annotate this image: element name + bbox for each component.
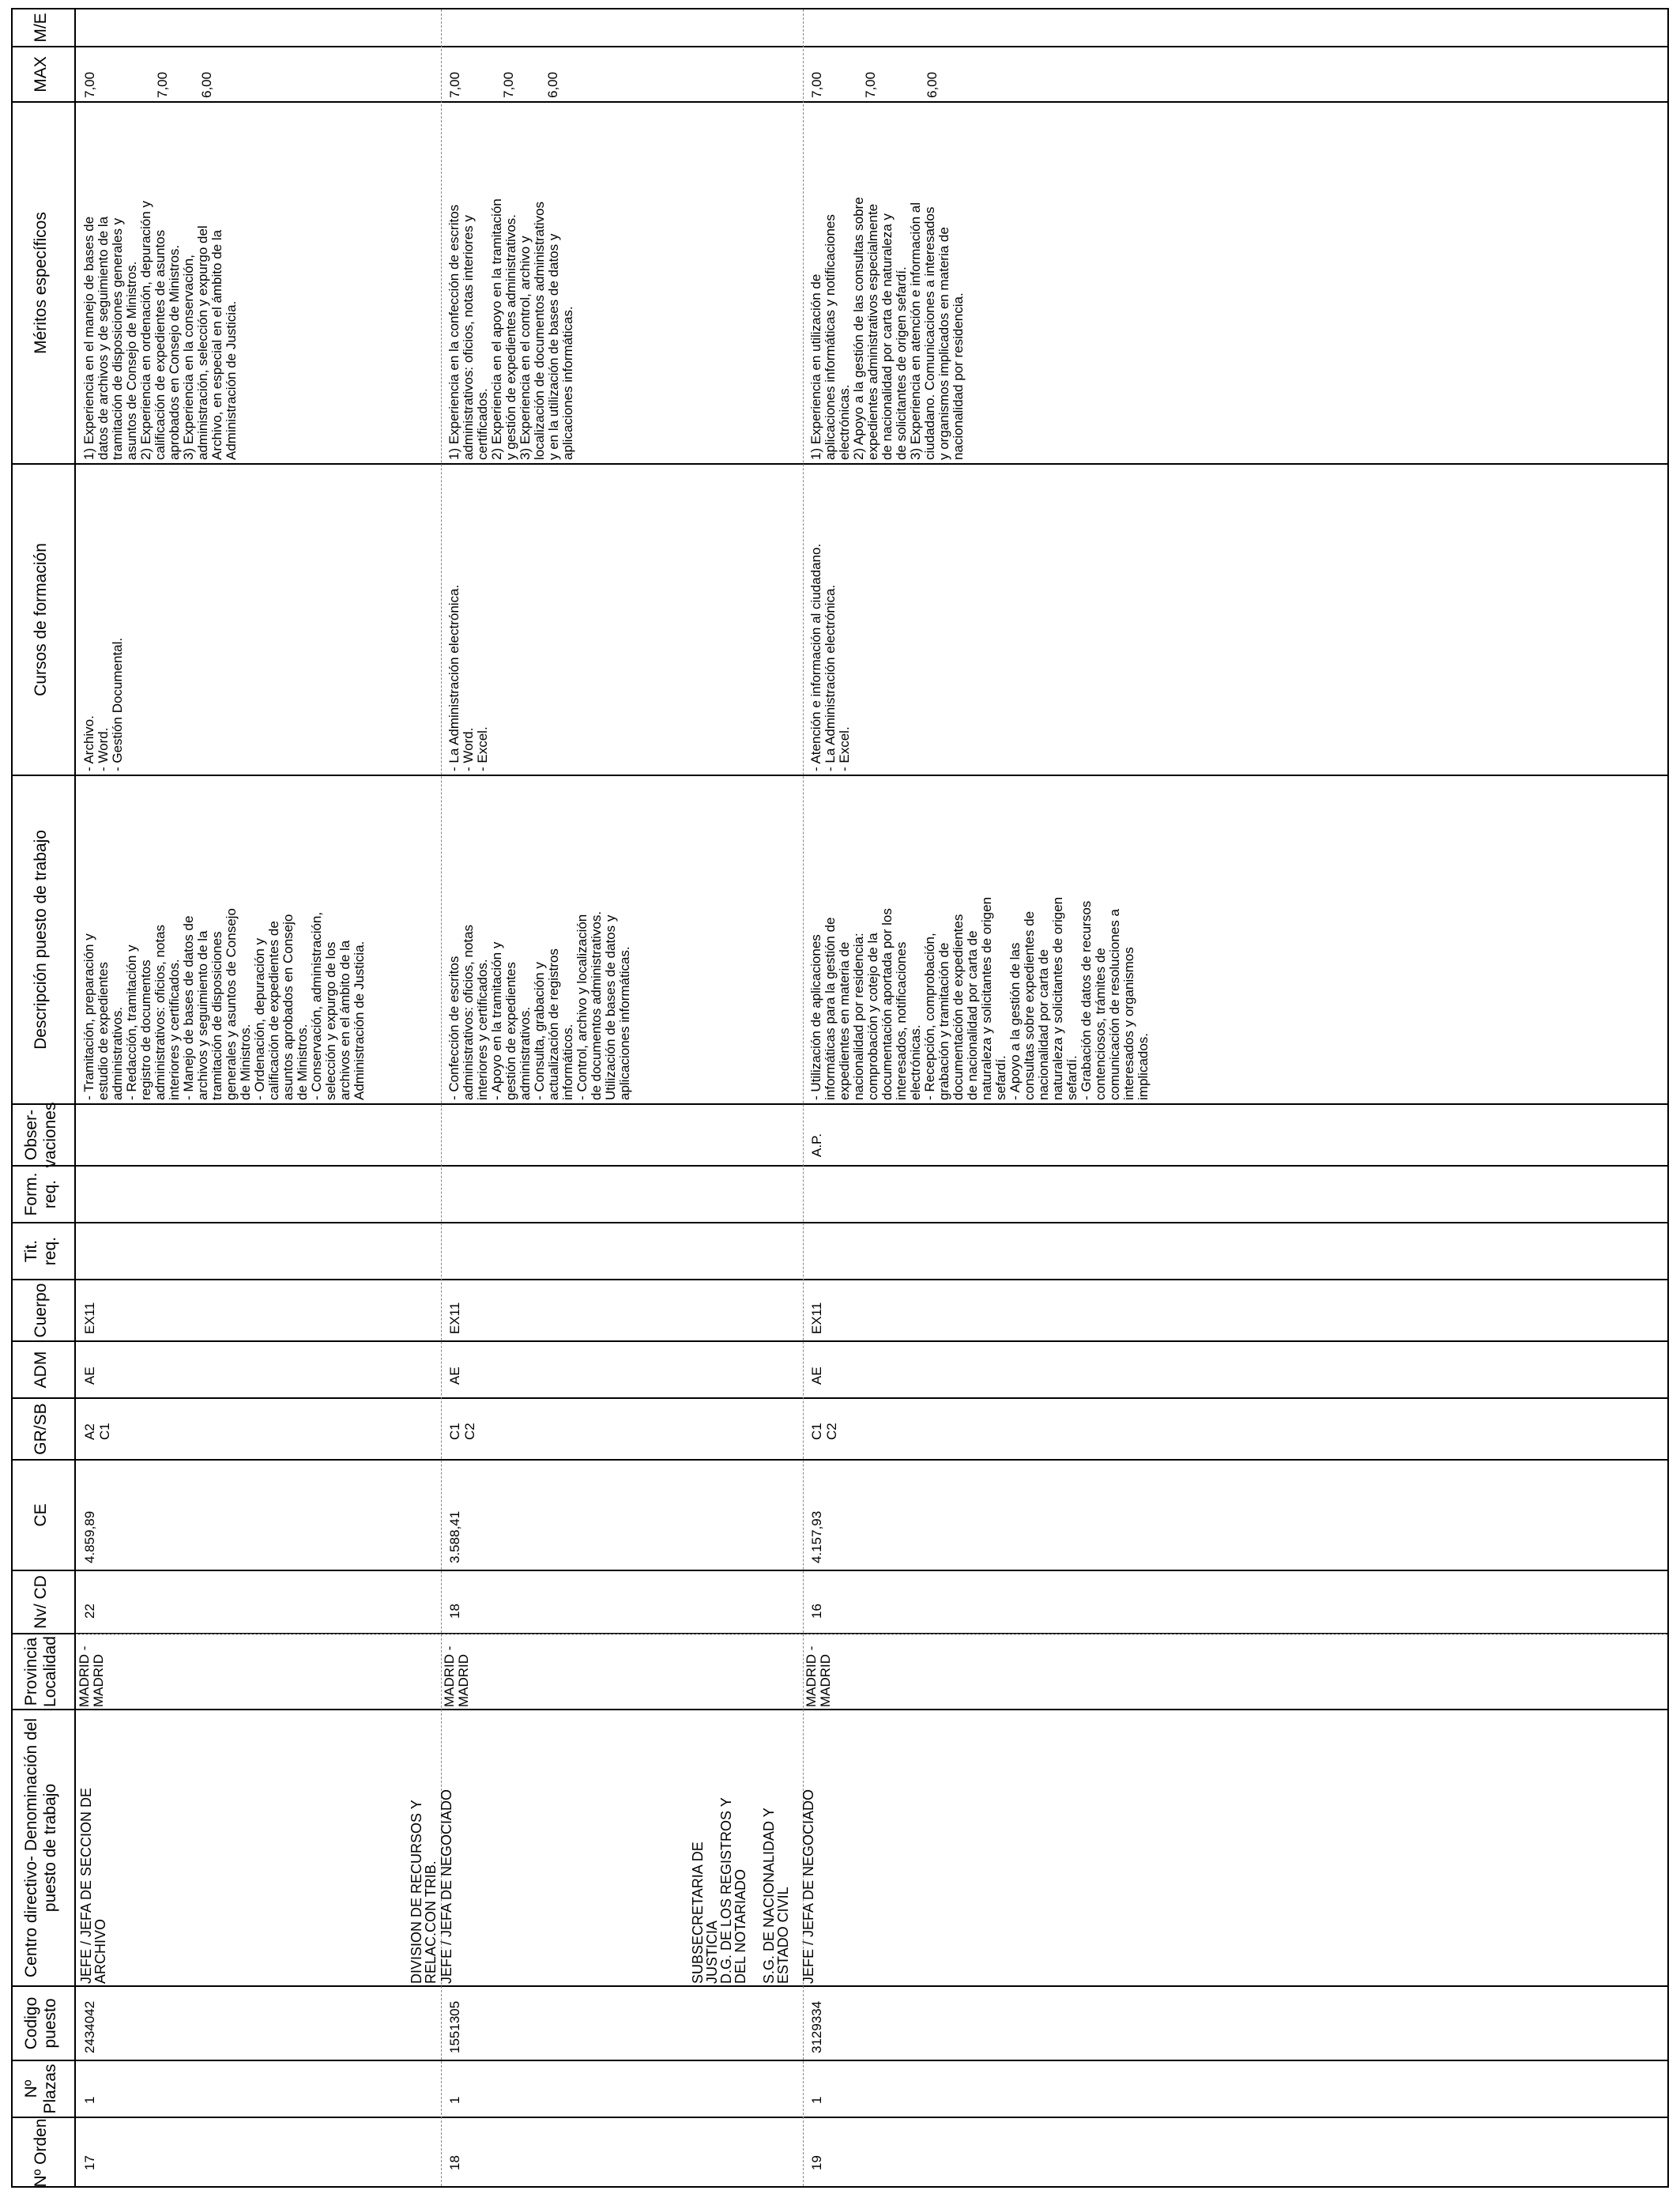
table-row-cuerpo: EX11 xyxy=(447,1302,462,1334)
table-row-max-2: 7,00 xyxy=(863,71,878,98)
table-row-adm: AE xyxy=(809,1367,824,1385)
table-row-adm: AE xyxy=(447,1367,462,1385)
header-divider xyxy=(74,8,76,2188)
table-row-descripcion: - Confección de escritos administrativos: oficios, notas interiores y certificados. - Apoyo en la tramitación y gestión de expedientes administrativos. - Consulta, grabación y actualización de registros informáticos. - Control, archivo y localización de documentos administrativos. Utilización de bases de datos y aplicaciones informáticas. xyxy=(446,910,632,1100)
table-row-grsb: C1 C2 xyxy=(447,1423,477,1440)
table-row-puesto: JEFE / JEFA DE NEGOCIADO xyxy=(800,1789,816,1984)
table-row-codigo: 3129334 xyxy=(809,2000,824,2053)
table-row-nivel: 18 xyxy=(447,1604,462,1619)
col-line xyxy=(11,2117,1669,2118)
header-meritos: Méritos específicos xyxy=(32,212,50,354)
table-row-provincia: MADRID - MADRID xyxy=(442,1646,471,1707)
table-row-max-1: 7,00 xyxy=(809,71,824,98)
table-row-puesto: JEFE / JEFA DE SECCION DE ARCHIVO xyxy=(78,1787,108,1984)
header-cuerpo: Cuerpo xyxy=(32,1283,50,1338)
header-centro: Centro directivo- Denominación del puesto de trabajo xyxy=(22,1718,59,1977)
header-cursos: Cursos de formación xyxy=(32,543,50,696)
table-row-max-1: 7,00 xyxy=(447,71,462,98)
col-line xyxy=(11,1985,1669,1987)
table-row-max-3: 6,00 xyxy=(925,71,940,98)
header-obs: Obser- vaciones xyxy=(22,1102,59,1168)
header-plazas: Nº Plazas xyxy=(22,2064,59,2114)
header-me: M/E xyxy=(32,13,50,43)
col-line xyxy=(11,1279,1669,1280)
table-row-plazas: 1 xyxy=(447,2096,462,2104)
table-row-orden: 19 xyxy=(809,2155,824,2170)
table-row-cursos: - Atención e información al ciudadano. - La Administración electrónica. - Excel. xyxy=(808,543,852,771)
table-row-meritos: 1) Experiencia en utilización de aplicaciones informáticas y notificaciones electrónicas. 2) Apoyo a la gestión de las consultas sobre expedientes administrativos especialmente de nacionalidad por carta de naturaleza y de solicitantes de origen sefardí. 3) Experiencia en atención e información al ciudadano. Comunicaciones a interesados y organismos implicados en materia de nacionalidad por residencia. xyxy=(808,197,966,460)
col-line xyxy=(11,1570,1669,1571)
table-row-obs: A.P. xyxy=(809,1133,824,1157)
table-row-provincia: MADRID - MADRID xyxy=(804,1646,833,1707)
table-row-centro: DIVISION DE RECURSOS Y RELAC.CON TRIB. xyxy=(409,1800,439,1984)
table-row-nivel: 22 xyxy=(82,1604,97,1619)
header-ce: CE xyxy=(32,1503,50,1527)
table-row-max-2: 7,00 xyxy=(501,71,516,98)
table-row-max-2: 7,00 xyxy=(155,71,170,98)
col-line xyxy=(11,1340,1669,1342)
table-row-cursos: - Archivo. - Word. - Gestión Documental. xyxy=(81,637,125,771)
table-row-grsb: A2 C1 xyxy=(82,1423,112,1440)
table-row-descripcion: - Utilización de aplicaciones informáticas para la gestión de expedientes en materia de nacionalidad por residencia: comprobación y cotejo de la documentación aportada por los interesados, notificaciones electrónicas. - Recepción, comprobación, grabación y tramitación de documentación de expedientes de nacionalidad por carta de naturaleza y solicitantes de origen sefardí. - Apoyo a la gestión de las consultas sobre expedientes de nacionalidad por carta de naturaleza y solicitantes de origen sefardí. - Grabación de datos de recursos contenciosos, trámites de comunicación de resoluciones a interesados y organismos implicados. xyxy=(808,896,1151,1100)
header-codigo: Codigo puesto xyxy=(22,1996,59,2050)
table-row-adm: AE xyxy=(82,1367,97,1385)
col-line xyxy=(11,2060,1669,2061)
table-row-provincia: MADRID - MADRID xyxy=(77,1646,106,1707)
table-row-nivel: 16 xyxy=(809,1604,824,1619)
col-line xyxy=(11,1103,1669,1105)
table-row-codigo: 1551305 xyxy=(447,2000,462,2053)
header-max: MAX xyxy=(32,56,50,92)
col-line xyxy=(11,1222,1669,1223)
header-tit: Tit. req. xyxy=(22,1236,59,1266)
table-row-cuerpo: EX11 xyxy=(809,1302,824,1334)
table-row-meritos: 1) Experiencia en el manejo de bases de datos de archivos y de seguimiento de la tramitación de disposiciones generales y asuntos de Consejo de Ministros. 2) Experiencia en ordenación, depuración y calificación de expedientes de asuntos aprobados en Consejo de Ministros. 3) Experiencia en la conservación, administración, selección y expurgo del Archivo, en especial en el ámbito de la Administración de Justicia. xyxy=(81,201,239,460)
table-row-ce: 3.588,41 xyxy=(447,1510,462,1563)
table-row-grsb: C1 C2 xyxy=(809,1423,839,1440)
header-grsb: GR/SB xyxy=(32,1403,50,1455)
table-row-meritos: 1) Experiencia en la confección de escritos administrativos: oficios, notas interiores y certificados. 2) Experiencia en el apoyo en la tramitación y gestión de expedientes administrativos. 3) Experiencia en el control, archivo y localización de documentos administrativos y en la utilización de bases de datos y aplicaciones informáticas. xyxy=(446,198,575,460)
table-row-centro: SUBSECRETARIA DE JUSTICIA D.G. DE LOS REGISTROS Y DEL NOTARIADO S.G. DE NACIONALIDAD Y ESTADO CIVIL xyxy=(690,1797,791,1984)
header-form: Form. req. xyxy=(22,1172,59,1216)
table-row-ce: 4.157,93 xyxy=(809,1510,824,1563)
table-row-max-3: 6,00 xyxy=(545,71,560,98)
header-provincia: Provincia Localidad xyxy=(22,1636,59,1707)
header-adm: ADM xyxy=(32,1351,50,1389)
col-line xyxy=(11,1709,1669,1710)
header-nivel: Nv/ CD xyxy=(32,1575,50,1629)
table-row-plazas: 1 xyxy=(82,2096,97,2104)
col-line xyxy=(11,1165,1669,1167)
table-row-descripcion: - Tramitación, preparación y estudio de expedientes administrativos. - Redacción, tramitación y registro de documentos administrativos: oficios, notas interiores y certificados. - Manejo de bases de datos de archivos y seguimiento de la tramitación de disposiciones generales y asuntos de Consejo de Ministros. - Ordenación, depuración y calificación de expedientes de asuntos aprobados en Consejo de Ministros. - Conservación, administración, selección y expurgo de los archivos en el ámbito de la Administración de Justicia. xyxy=(81,908,367,1100)
table-row-codigo: 2434042 xyxy=(82,2000,97,2053)
col-line xyxy=(11,1397,1669,1399)
table-row-orden: 18 xyxy=(447,2155,462,2170)
table-row-puesto: JEFE / JEFA DE NEGOCIADO xyxy=(439,1789,454,1984)
table-row-orden: 17 xyxy=(82,2155,97,2170)
table-row-max-3: 6,00 xyxy=(199,71,214,98)
col-line xyxy=(11,1459,1669,1461)
table-row-ce: 4.859,89 xyxy=(82,1510,97,1563)
col-line xyxy=(11,46,1669,47)
header-descripcion: Descripción puesto de trabajo xyxy=(32,830,50,1050)
table-row-cuerpo: EX11 xyxy=(82,1302,97,1334)
table-row-plazas: 1 xyxy=(809,2096,824,2104)
header-orden: Nº Orden xyxy=(32,2118,50,2188)
table-row-cursos: - La Administración electrónica. - Word. - Excel. xyxy=(446,584,490,771)
table-row-max-1: 7,00 xyxy=(82,71,97,98)
